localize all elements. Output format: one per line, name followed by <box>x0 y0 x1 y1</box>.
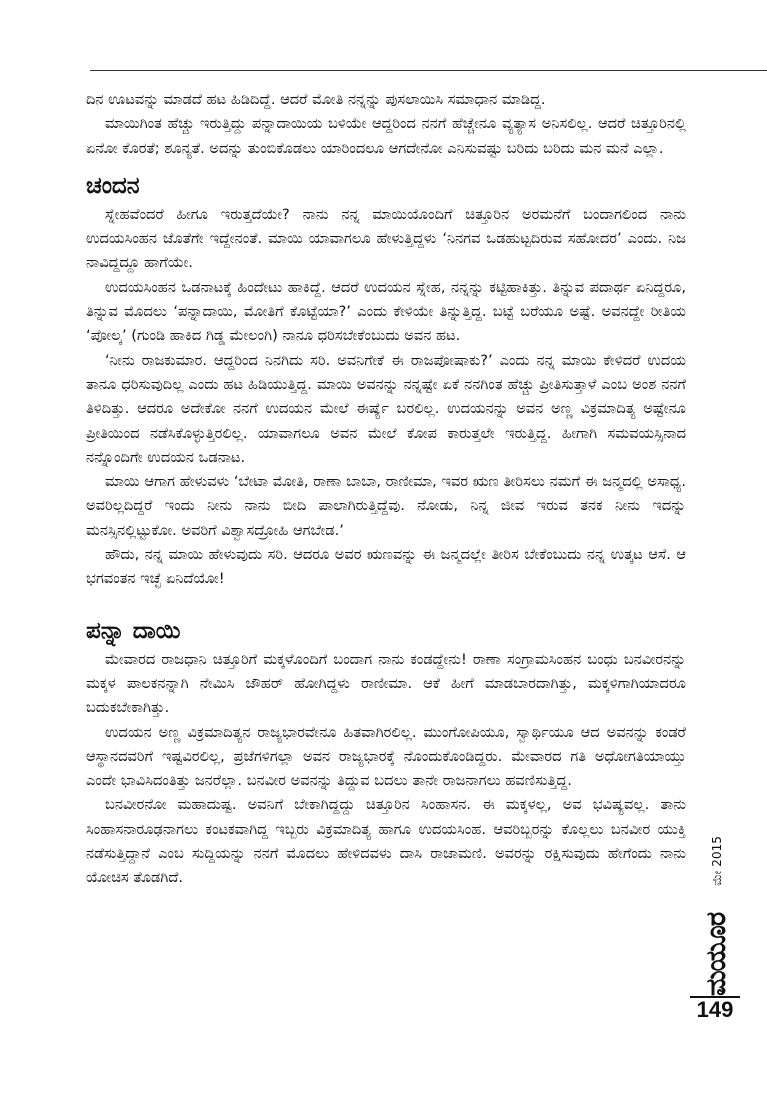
article-paragraph: ಮಾಯಿ ಆಗಾಗ ಹೇಳುವಳು ‘ಬೇಟಾ ಮೋತಿ, ರಾಣಾ ಬಾಬಾ, ರಾಣೀಮಾ, ಇವರ ಋಣ ತೀರಿಸಲು ನಮಗೆ ಈ ಜನ್ಮದಲ್ಲಿ ಅಸಾಧ್ಯ. ಅವರಿಲ್ಲದಿದ್ದರೆ ಇಂದು ನೀನು ನಾನು ಬೀದಿ ಪಾಲಾಗಿರುತ್ತಿದ್ದೆವು. ನೋಡು, ನಿನ್ನ ಜೀವ ಇರುವ ತನಕ ನೀನು ಇದನ್ನು ಮನಸ್ಸಿನಲ್ಲಿಟ್ಟುಕೋ. ಅವರಿಗೆ ವಿಶ್ವಾಸದ್ರೋಹಿ ಆಗಬೇಡ.’ <box>86 473 686 539</box>
article-paragraph: ಉದಯನ ಅಣ್ಣ ವಿಕ್ರಮಾದಿತ್ಯನ ರಾಜ್ಯಭಾರವೇನೂ ಹಿತವಾಗಿರಲಿಲ್ಲ. ಮುಂಗೋಪಿಯೂ, ಸ್ವಾರ್ಥಿಯೂ ಆದ ಅವನನ್ನು ಕಂಡರೆ ಆಸ್ಥಾನದವರಿಗೆ ಇಷ್ಟವಿರಲಿಲ್ಲ, ಪ್ರಜೆಗಳಿಗಲ್ಲಾ ಅವನ ರಾಜ್ಯಭಾರಕ್ಕೆ ನೊಂದುಕೊಂಡಿದ್ದರು. ಮೇವಾರದ ಗತಿ ಅಧೋಗತಿಯಾಯ್ತು ಎಂದೇ ಭಾವಿಸಿದಂತಿತ್ತು ಜನರೆಲ್ಲಾ. ಬನವೀರ ಅವನನ್ನು ತಿದ್ದುವ ಬದಲು ತಾನೇ ರಾಜನಾಗಲು ಹವಣಿಸುತ್ತಿದ್ದ. <box>86 723 686 790</box>
article-paragraph: ಹೌದು, ನನ್ನ ಮಾಯಿ ಹೇಳುವುದು ಸರಿ. ಆದರೂ ಅವರ ಋಣವನ್ನು ಈ ಜನ್ಮದಲ್ಲೇ ತೀರಿಸ ಬೇಕೆಂಬುದು ನನ್ನ ಉತ್ಕಟ ಆಸೆ. ಆ ಭಗವಂತನ ಇಚ್ಛೆ ಏನಿದೆಯೋ! <box>86 546 686 588</box>
article-paragraph: ‘ನೀನು ರಾಜಕುಮಾರ. ಆದ್ದರಿಂದ ನಿನಗಿದು ಸರಿ. ಅವನಿಗೇಕೆ ಈ ರಾಜಪೋಷಾಕು?’ ಎಂದು ನನ್ನ ಮಾಯಿ ಕೇಳಿದರೆ ಉದಯ ತಾನೂ ಧರಿಸುವುದಿಲ್ಲ ಎಂದು ಹಟ ಹಿಡಿಯುತ್ತಿದ್ದ. ಮಾಯಿ ಅವನನ್ನು ನನ್ನಷ್ಟೇ ಏಕೆ ನನಗಿಂತ ಹೆಚ್ಚು ಪ್ರೀತಿಸುತ್ತಾಳೆ ಎಂಬ ಅಂಶ ನನಗೆ ತಿಳಿದಿತ್ತು. ಆದರೂ ಅದೇಕೋ ನನಗೆ ಉದಯನ ಮೇಲೆ ಈರ್ಷ್ಯೆ ಬರಲಿಲ್ಲ. ಉದಯನನ್ನು ಅವನ ಅಣ್ಣ ವಿಕ್ರಮಾದಿತ್ಯ ಅಷ್ಟೇನೂ ಪ್ರೀತಿಯಿಂದ ನಡೆಸಿಕೊಳ್ಳುತ್ತಿರಲಿಲ್ಲ. ಯಾವಾಗಲೂ ಅವನ ಮೇಲೆ ಕೋಪ ಕಾರುತ್ತಲೇ ಇರುತ್ತಿದ್ದ. ಹೀಗಾಗಿ ಸಮವಯಸ್ಸಿನಾದ ನನ್ನೊಂದಿಗೇ ಉದಯನ ಒಡನಾಟ. <box>86 351 686 466</box>
magazine-logo: ಮಯೂರ <box>701 912 732 996</box>
article-paragraph: ಉದಯಸಿಂಹನ ಒಡನಾಟಕ್ಕೆ ಹಿಂದೇಟು ಹಾಕಿದ್ದೆ. ಆದರೆ ಉದಯನ ಸ್ನೇಹ, ನನ್ನನ್ನು ಕಟ್ಟಿಹಾಕಿತ್ತು. ತಿನ್ನುವ ಪದಾರ್ಥ ಏನಿದ್ದರೂ, ತಿನ್ನುವ ಮೊದಲು ‘ಪನ್ನಾದಾಯಿ, ಮೋತಿಗೆ ಕೊಟ್ಟೆಯಾ?’ ಎಂದು ಕೇಳಿಯೇ ತಿನ್ನುತ್ತಿದ್ದ. ಬಟ್ಟೆ ಬರೆಯೂ ಅಷ್ಟೆ. ಅವನದ್ದೇ ರೀತಿಯ ‘ಪೋಲ್ಕ’ (ಗುಂಡಿ ಹಾಕಿದ ಗಿಡ್ಡ ಮೇಲಂಗಿ) ನಾನೂ ಧರಿಸಬೇಕೆಂಬುದು ಅವನ ಹಟ. <box>86 278 686 345</box>
magazine-sidebar <box>690 825 742 995</box>
page-number: 149 <box>696 997 734 1022</box>
header-rule <box>90 70 767 71</box>
article-paragraph: ಮಾಯಿಗಿಂತ ಹೆಚ್ಚು ಇರುತ್ತಿದ್ದು ಪನ್ನಾದಾಯಿಯ ಬಳಿಯೇ ಆದ್ದರಿಂದ ನನಗೆ ಹೆಚ್ಚೇನೂ ವ್ಯತ್ಯಾಸ ಅನಿಸಲಿಲ್ಲ. ಆದರೆ ಚಿತ್ತೂರಿನಲ್ಲಿ ಏನೋ ಕೊರತೆ; ಶೂನ್ಯತೆ. ಅದನ್ನು ತುಂಬಿಕೊಡಲು ಯಾರಿಂದಲೂ ಆಗದೇನೋ ಎನಿಸುವಷ್ಟು ಬರಿದು ಬರಿದು ಮನ ಮನೆ ಎಲ್ಲಾ. <box>86 115 686 157</box>
section-heading-chandana: ಚಂದನ <box>86 172 140 199</box>
article-paragraph: ಸ್ನೇಹವೆಂದರೆ ಹೀಗೂ ಇರುತ್ತದೆಯೇ? ನಾನು ನನ್ನ ಮಾಯಿಯೊಂದಿಗೆ ಚಿತ್ತೂರಿನ ಅರಮನೆಗೆ ಬಂದಾಗಲಿಂದ ನಾನು ಉದಯಸಿಂಹನ ಜೊತೆಗೇ ಇದ್ದೇನಂತೆ. ಮಾಯಿ ಯಾವಾಗಲೂ ಹೇಳುತ್ತಿದ್ದಳು ‘ನಿನಗವ ಒಡಹುಟ್ಟದಿರುವ ಸಹೋದರ’ ಎಂದು. ನಿಜ ನಾವಿದ್ದದ್ದೂ ಹಾಗೆಯೇ. <box>86 205 686 272</box>
issue-date: ಮೇ 2015 <box>710 836 724 886</box>
article-paragraph: ಬನವೀರನೋ ಮಹಾದುಷ್ಟ. ಅವನಿಗೆ ಬೇಕಾಗಿದ್ದದ್ದು ಚಿತ್ತೂರಿನ ಸಿಂಹಾಸನ. ಈ ಮಕ್ಕಳಲ್ಲ, ಅವ ಭವಿಷ್ಯವಲ್ಲ. ತಾನು ಸಿಂಹಾಸನಾರೂಢನಾಗಲು ಕಂಟಕವಾಗಿದ್ದ ಇಬ್ಬರು ವಿಕ್ರಮಾದಿತ್ಯ ಹಾಗೂ ಉದಯಸಿಂಹ. ಆವರಿಬ್ಬರನ್ನು ಕೊಲ್ಲಲು ಬನವೀರ ಯುಕ್ತಿ ನಡೆಸುತ್ತಿದ್ದಾನೆ ಎಂಬ ಸುದ್ದಿಯನ್ನು ನನಗೆ ಮೊದಲು ಹೇಳಿದವಳು ದಾಸಿ ರಾಜಾಮಣಿ. ಅವರನ್ನು ರಕ್ಷಿಸುವುದು ಹೇಗೆಂದು ನಾನು ಯೋಚಿಸ ತೊಡಗಿದೆ. <box>86 796 686 887</box>
section-heading-panna-dayi: ಪನ್ನಾ ದಾಯಿ <box>86 617 181 644</box>
article-paragraph: ಮೇವಾರದ ರಾಜಧಾನಿ ಚಿತ್ತೂರಿಗೆ ಮಕ್ಕಳೊಂದಿಗೆ ಬಂದಾಗ ನಾನು ಕಂಡದ್ದೇನು! ರಾಣಾ ಸಂಗ್ರಾಮಸಿಂಹನ ಬಂಧು ಬನವೀರನನ್ನು ಮಕ್ಕಳ ಪಾಲಕನನ್ನಾಗಿ ನೇಮಿಸಿ ಜೌಹರ್ ಹೋಗಿದ್ದಳು ರಾಣೀಮಾ. ಆಕೆ ಹೀಗೆ ಮಾಡಬಾರದಾಗಿತ್ತು, ಮಕ್ಕಳಿಗಾಗಿಯಾದರೂ ಬದುಕಬೇಕಾಗಿತ್ತು. <box>86 650 686 717</box>
article-paragraph: ದಿನ ಊಟವನ್ನು ಮಾಡದೆ ಹಟ ಹಿಡಿದಿದ್ದೆ. ಆದರೆ ಮೋತಿ ನನ್ನನ್ನು ಪುಸಲಾಯಿಸಿ ಸಮಾಧಾನ ಮಾಡಿದ್ದ. <box>86 91 546 108</box>
article-body <box>86 88 686 891</box>
